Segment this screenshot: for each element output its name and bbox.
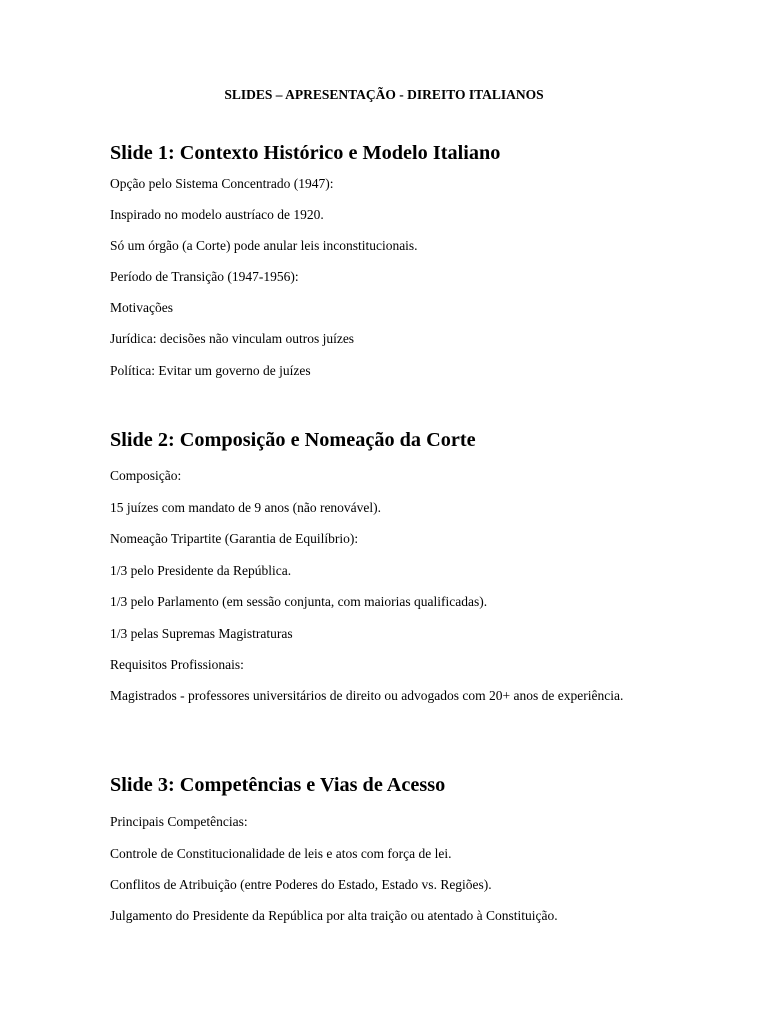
paragraph: 15 juízes com mandato de 9 anos (não renovável). [110,500,382,515]
paragraph: Jurídica: decisões não vinculam outros juízes [110,331,355,346]
paragraph: Nomeação Tripartite (Garantia de Equilíbrio): [110,531,359,546]
paragraph: Opção pelo Sistema Concentrado (1947): [110,176,334,191]
document-page [110,0,658,1024]
paragraph: Motivações [110,300,173,315]
paragraph: 1/3 pelo Parlamento (em sessão conjunta, com maiorias qualificadas). [110,594,488,609]
paragraph: 1/3 pelo Presidente da República. [110,563,292,578]
paragraph: Inspirado no modelo austríaco de 1920. [110,207,324,222]
section-heading-slide-2: Slide 2: Composição e Nomeação da Corte [110,429,476,451]
document-title: SLIDES – APRESENTAÇÃO - DIREITO ITALIANOS [224,87,544,102]
paragraph: Política: Evitar um governo de juízes [110,363,311,378]
paragraph: Controle de Constitucionalidade de leis e atos com força de lei. [110,846,452,861]
paragraph: Magistrados - professores universitários de direito ou advogados com 20+ anos de experiência. [110,688,624,703]
paragraph: Conflitos de Atribuição (entre Poderes do Estado, Estado vs. Regiões). [110,877,492,892]
paragraph: Período de Transição (1947-1956): [110,269,299,284]
paragraph: Julgamento do Presidente da República por alta traição ou atentado à Constituição. [110,908,558,923]
paragraph: 1/3 pelas Supremas Magistraturas [110,626,293,641]
section-heading-slide-3: Slide 3: Competências e Vias de Acesso [110,774,446,796]
paragraph: Composição: [110,468,182,483]
paragraph: Só um órgão (a Corte) pode anular leis inconstitucionais. [110,238,418,253]
section-heading-slide-1: Slide 1: Contexto Histórico e Modelo Italiano [110,142,501,164]
paragraph: Requisitos Profissionais: [110,657,244,672]
paragraph: Principais Competências: [110,814,248,829]
